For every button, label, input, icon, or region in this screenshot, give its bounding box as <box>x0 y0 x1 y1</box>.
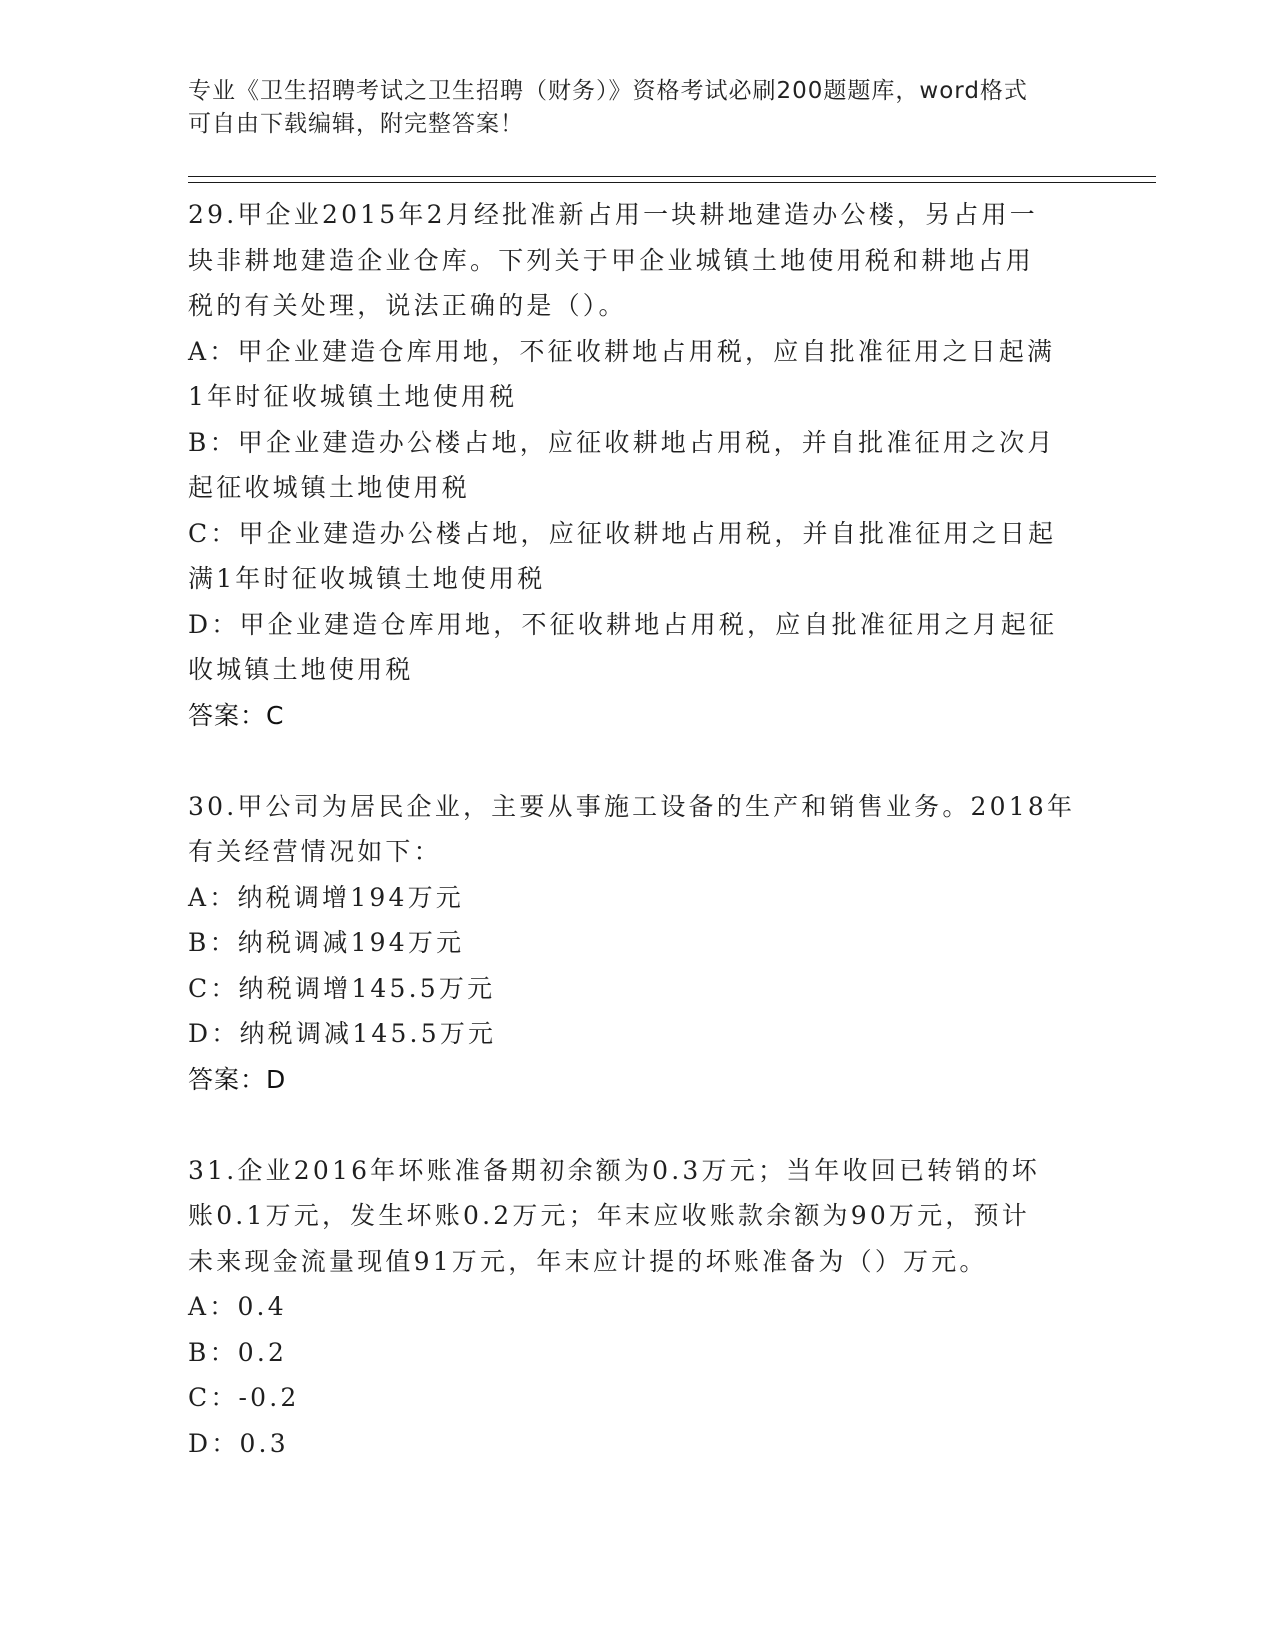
question-stem-line: 账0.1万元，发生坏账0.2万元；年末应收账款余额为90万元，预计 <box>188 1201 1030 1230</box>
question-stem-line: 29.甲企业2015年2月经批准新占用一块耕地建造办公楼，另占用一 <box>188 200 1038 229</box>
question-29 <box>188 192 1088 738</box>
option-b-line: 起征收城镇土地使用税 <box>188 473 471 502</box>
option-b-line: B：甲企业建造办公楼占地，应征收耕地占用税，并自批准征用之次月 <box>188 427 1056 457</box>
header-line-1: 专业《卫生招聘考试之卫生招聘（财务）》资格考试必刷200题题库，word格式 <box>188 78 1028 104</box>
option-d-line: D：甲企业建造仓库用地，不征收耕地占用税，应自批准征用之月起征 <box>188 609 1058 639</box>
question-stem-line: 未来现金流量现值91万元，年末应计提的坏账准备为（）万元。 <box>188 1246 988 1276</box>
question-spacer <box>188 1102 1088 1148</box>
question-stem-line: 块非耕地建造企业仓库。下列关于甲企业城镇土地使用税和耕地占用 <box>188 245 1035 275</box>
option-a-line: A：甲企业建造仓库用地，不征收耕地占用税，应自批准征用之日起满 <box>188 336 1056 366</box>
option-c-line: C：-0.2 <box>188 1383 300 1412</box>
header-line-2: 可自由下载编辑，附完整答案！ <box>188 111 524 137</box>
answer-label: 答案：D <box>188 1064 287 1094</box>
option-d-line: 收城镇土地使用税 <box>188 655 414 684</box>
option-d-line: D：0.3 <box>188 1428 289 1458</box>
answer-label: 答案：C <box>188 700 285 730</box>
option-c-line: 满1年时征收城镇土地使用税 <box>188 564 546 593</box>
option-c-line: C：纳税调增145.5万元 <box>188 973 496 1003</box>
option-a-line: A：纳税调增194万元 <box>188 882 464 912</box>
header-divider-top <box>188 176 1156 177</box>
option-c-line: C：甲企业建造办公楼占地，应征收耕地占用税，并自批准征用之日起 <box>188 518 1057 548</box>
question-stem-line: 有关经营情况如下： <box>188 837 442 866</box>
option-a-line: A：0.4 <box>188 1292 287 1321</box>
option-d-line: D：纳税调减145.5万元 <box>188 1019 497 1048</box>
option-b-line: B：0.2 <box>188 1337 288 1367</box>
document-header <box>188 75 1088 141</box>
question-stem-line: 30.甲公司为居民企业，主要从事施工设备的生产和销售业务。2018年 <box>188 791 1076 821</box>
option-a-line: 1年时征收城镇土地使用税 <box>188 382 518 411</box>
question-spacer <box>188 738 1088 784</box>
question-30 <box>188 784 1088 1103</box>
question-stem-line: 31.企业2016年坏账准备期初余额为0.3万元；当年收回已转销的坏 <box>188 1155 1040 1185</box>
question-list <box>188 192 1088 1466</box>
header-divider-bottom <box>188 182 1156 183</box>
question-stem-line: 税的有关处理，说法正确的是（）。 <box>188 291 627 320</box>
option-b-line: B：纳税调减194万元 <box>188 928 465 957</box>
question-31 <box>188 1148 1088 1467</box>
